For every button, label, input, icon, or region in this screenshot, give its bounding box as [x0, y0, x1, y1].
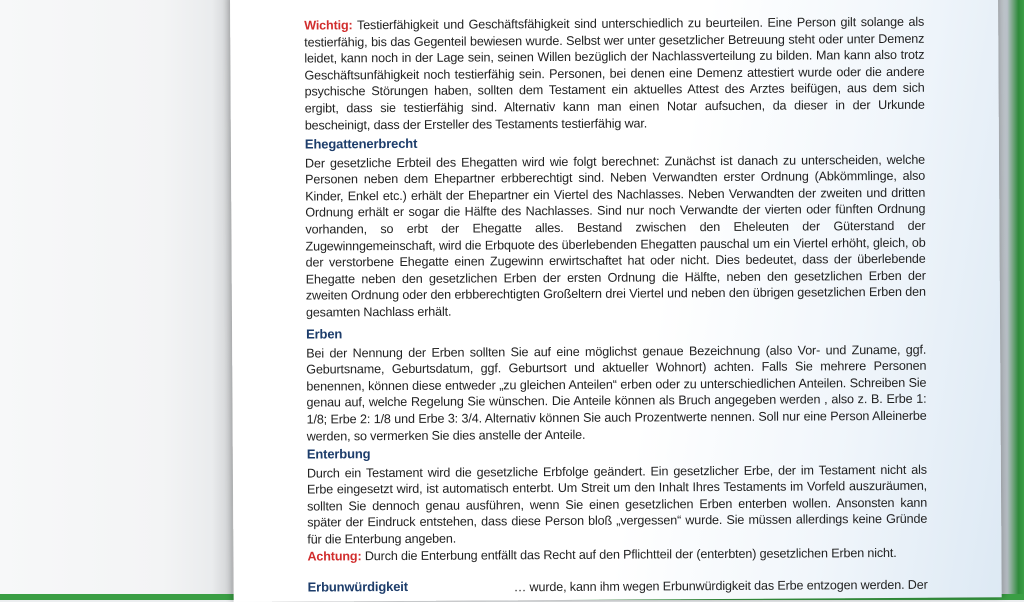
section-text: Der gesetzliche Erbteil des Ehegatten wird wie folgt berechnet: Zunächst ist danach zu unterscheiden, welche Personen neben dem Ehepartner erbberechtigt sind. Neben Verwandten erster Ordnung (Abkömmlinge, also Kinder, Enkel etc.) erhält der Ehepartner ein Viertel des Nachlasses. Neben Verwandten der zweiten und dritten Ordnung erhält er sogar die Hälfte des Nachlasses. Sind nur noch Verwandte der vierten oder fünften Ordnung vorhanden, so erbt der Ehegatte alles. Bestand zwischen den Eheleuten der Güterstand der Zugewinngemeinschaft, wird die Erbquote des überlebenden Ehegatten pauschal um ein Viertel erhöht, gleich, ob der verstorbene Ehegatte einen Zugewinn erwirtschaftet hat oder nicht. Dies bedeutet, dass der überlebende Ehegatte neben den gesetzlichen Erben der ersten Ordnung die Hälfte, neben den gesetzlichen Erben der zweiten Ordnung oder den erbberechtigten Großeltern drei Viertel und neben den übrigen gesetzlichen Erben den gesamten Nachlass erhält.	[304, 152, 926, 320]
section-heading: Erben	[306, 326, 343, 342]
section-unworthy	[308, 576, 928, 598]
section-text: Bei der Nennung der Erben sollten Sie auf eine möglichst genaue Bezeichnung (also Vor- und Zuname, ggf. Geburtsname, Geburtsdatum, ggf. Geburtsort und aktueller Wohnort) achten. Falls Sie mehrere Personen benennen, können diese entweder „zu gleichen Anteilen“ erben oder zu unterschiedlichen Anteilen. Schreiben Sie genau auf, welche Regelung Sie wünschen. Die Anteile können als Bruch angegeben werden , also z. B. Erbe 1: 1/8; Erbe 2: 1/8 und Erbe 3: 3/4. Alternativ können Sie auch Prozentwerte nennen. Soll nur eine Person Alleinerbe werden, so vermerken Sie dies anstelle der Anteile.	[306, 342, 927, 444]
important-label: Wichtig:	[304, 18, 353, 33]
top-line-fragment	[678, 0, 918, 1]
attention-text: Durch die Enterbung entfällt das Recht auf den Pflichtteil der (enterbten) gesetzlichen Erben nicht.	[361, 545, 897, 564]
section-heading: Ehegattenerbrecht	[304, 135, 418, 152]
section-heirs	[306, 323, 927, 445]
section-text: … wurde, kann ihm wegen Erbunwürdigkeit das Erbe entzogen werden. Der	[513, 577, 928, 595]
section-text: Durch ein Testament wird die gesetzliche Erbfolge geändert. Ein gesetzlicher Erbe, der im Testament nicht als Erbe eingesetzt wird, ist automatisch enterbt. Um Streit um den Inhalt Ihres Testaments im Vorfeld auszuräumen, sollten Sie dennoch genau ausführen, wenn Sie einen gesetzlichen Erben enterben wollen. Ansonsten kann später der Eindruck entstehen, dass diese Person bloß „vergessen“ wurde. Sie müssen allerdings keine Gründe für die Enterbung angeben.	[306, 462, 928, 547]
important-text: Testierfähigkeit und Geschäftsfähigkeit sind unterschiedlich zu beurteilen. Eine Person gilt solange als testierfähig, bis das Gegenteil bewiesen wurde. Selbst wer unter gesetzlicher Betreuung steht oder unter Demenz leidet, kann noch in der Lage sein, seinen Willen bezüglich der Nachlassverteilung zu bilden. Man kann also trotz Geschäftsunfähigkeit noch testierfähig sein. Personen, bei denen eine Demenz attestiert wurde oder die andere psychische Störungen haben, sollten dem Testament ein aktuelles Attest des Arztes beifügen, aus dem sich ergibt, dass sie testierfähig sind. Alternativ kann man einen Notar aufsuchen, da dieser in der Urkunde bescheinigt, dass der Ersteller des Testaments testierfähig war.	[304, 14, 925, 133]
section-disinherit	[307, 443, 928, 548]
section-spouse	[305, 133, 926, 321]
section-heading: Enterbung	[306, 446, 371, 462]
document-page	[230, 0, 1002, 602]
section-heading: Erbunwürdigkeit	[307, 578, 408, 595]
attention-label: Achtung:	[307, 549, 362, 564]
important-note	[304, 14, 925, 134]
attention-note	[307, 545, 927, 565]
left-page	[0, 0, 232, 600]
